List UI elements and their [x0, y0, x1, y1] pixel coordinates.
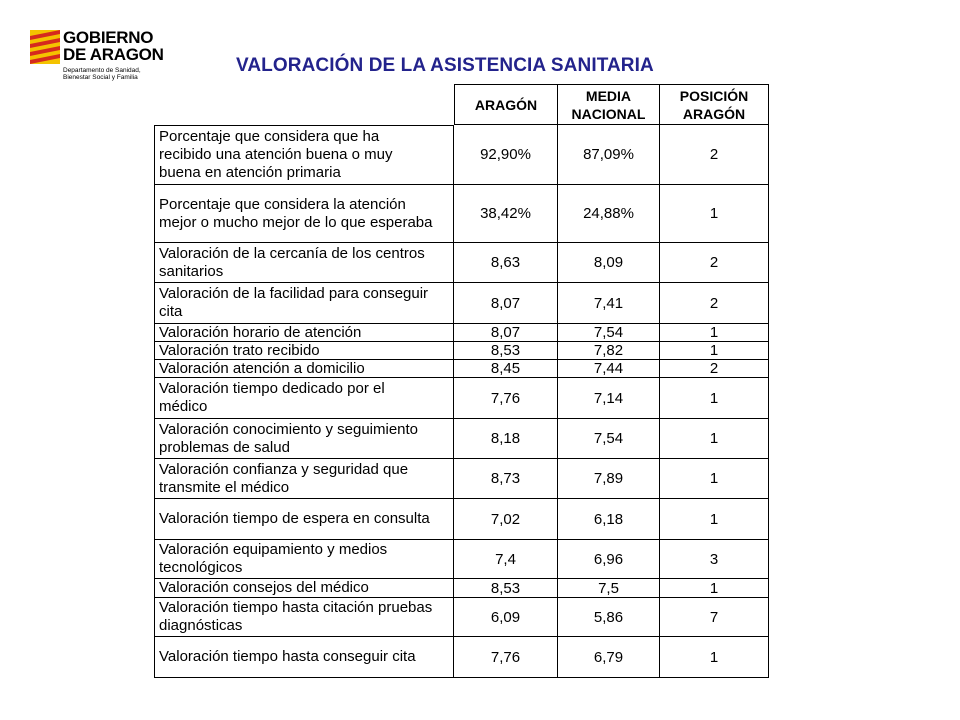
media-nacional-value: 7,5	[558, 579, 660, 598]
media-nacional-value: 6,18	[558, 499, 660, 540]
row-label: Valoración trato recibido	[154, 342, 454, 360]
posicion-aragon-value: 7	[660, 598, 769, 637]
row-label: Valoración tiempo de espera en consulta	[154, 499, 454, 540]
page-title: VALORACIÓN DE LA ASISTENCIA SANITARIA	[236, 55, 654, 76]
media-nacional-value: 6,79	[558, 637, 660, 678]
posicion-aragon-value: 1	[660, 499, 769, 540]
aragon-value: 7,4	[454, 540, 558, 579]
media-nacional-value: 7,82	[558, 342, 660, 360]
media-nacional-value: 5,86	[558, 598, 660, 637]
posicion-aragon-value: 1	[660, 637, 769, 678]
logo-text-line2: DE ARAGON	[63, 45, 164, 64]
row-label: Valoración tiempo hasta conseguir cita	[154, 637, 454, 678]
aragon-value: 8,07	[454, 324, 558, 342]
logo-text-line1: GOBIERNO	[63, 28, 154, 47]
aragon-value: 7,76	[454, 637, 558, 678]
column-header-posicion-aragon: POSICIÓN ARAGÓN	[660, 84, 769, 125]
column-header-media-nacional: MEDIA NACIONAL	[558, 84, 660, 125]
posicion-aragon-value: 1	[660, 378, 769, 419]
row-label: Valoración tiempo hasta citación pruebas diagnósticas	[154, 598, 454, 637]
media-nacional-value: 7,41	[558, 283, 660, 324]
posicion-aragon-value: 2	[660, 243, 769, 283]
media-nacional-value: 24,88%	[558, 185, 660, 243]
table-corner-blank	[154, 84, 454, 125]
posicion-aragon-value: 1	[660, 459, 769, 499]
media-nacional-value: 7,54	[558, 324, 660, 342]
row-label: Valoración de la cercanía de los centros sanitarios	[154, 243, 454, 283]
aragon-value: 7,02	[454, 499, 558, 540]
aragon-value: 92,90%	[454, 125, 558, 185]
posicion-aragon-value: 1	[660, 419, 769, 459]
aragon-flag-icon	[30, 30, 60, 64]
aragon-value: 7,76	[454, 378, 558, 419]
aragon-value: 8,18	[454, 419, 558, 459]
aragon-value: 8,45	[454, 360, 558, 378]
aragon-value: 8,63	[454, 243, 558, 283]
assessment-table	[154, 84, 769, 681]
logo-department-line2: Bienestar Social y Familia	[63, 74, 138, 81]
aragon-value: 6,09	[454, 598, 558, 637]
posicion-aragon-value: 1	[660, 579, 769, 598]
media-nacional-value: 6,96	[558, 540, 660, 579]
media-nacional-value: 87,09%	[558, 125, 660, 185]
row-label: Valoración confianza y seguridad que transmite el médico	[154, 459, 454, 499]
media-nacional-value: 7,14	[558, 378, 660, 419]
row-label: Valoración atención a domicilio	[154, 360, 454, 378]
posicion-aragon-value: 1	[660, 185, 769, 243]
media-nacional-value: 7,44	[558, 360, 660, 378]
aragon-value: 8,73	[454, 459, 558, 499]
row-label: Valoración horario de atención	[154, 324, 454, 342]
row-label: Porcentaje que considera que ha recibido una atención buena o muy buena en atención primaria	[154, 125, 454, 185]
posicion-aragon-value: 2	[660, 125, 769, 185]
aragon-value: 8,53	[454, 579, 558, 598]
gobierno-aragon-logo	[30, 28, 170, 88]
posicion-aragon-value: 2	[660, 360, 769, 378]
row-label: Valoración consejos del médico	[154, 579, 454, 598]
row-label: Valoración tiempo dedicado por el médico	[154, 378, 454, 419]
column-header-aragon: ARAGÓN	[454, 84, 558, 125]
row-label: Porcentaje que considera la atención mejor o mucho mejor de lo que esperaba	[154, 185, 454, 243]
posicion-aragon-value: 2	[660, 283, 769, 324]
aragon-value: 38,42%	[454, 185, 558, 243]
media-nacional-value: 7,89	[558, 459, 660, 499]
row-label: Valoración equipamiento y medios tecnológicos	[154, 540, 454, 579]
row-label: Valoración de la facilidad para conseguir cita	[154, 283, 454, 324]
aragon-value: 8,53	[454, 342, 558, 360]
aragon-value: 8,07	[454, 283, 558, 324]
posicion-aragon-value: 1	[660, 324, 769, 342]
posicion-aragon-value: 1	[660, 342, 769, 360]
posicion-aragon-value: 3	[660, 540, 769, 579]
logo-department-line1: Departamento de Sanidad,	[63, 67, 141, 74]
row-label: Valoración conocimiento y seguimiento problemas de salud	[154, 419, 454, 459]
media-nacional-value: 7,54	[558, 419, 660, 459]
media-nacional-value: 8,09	[558, 243, 660, 283]
